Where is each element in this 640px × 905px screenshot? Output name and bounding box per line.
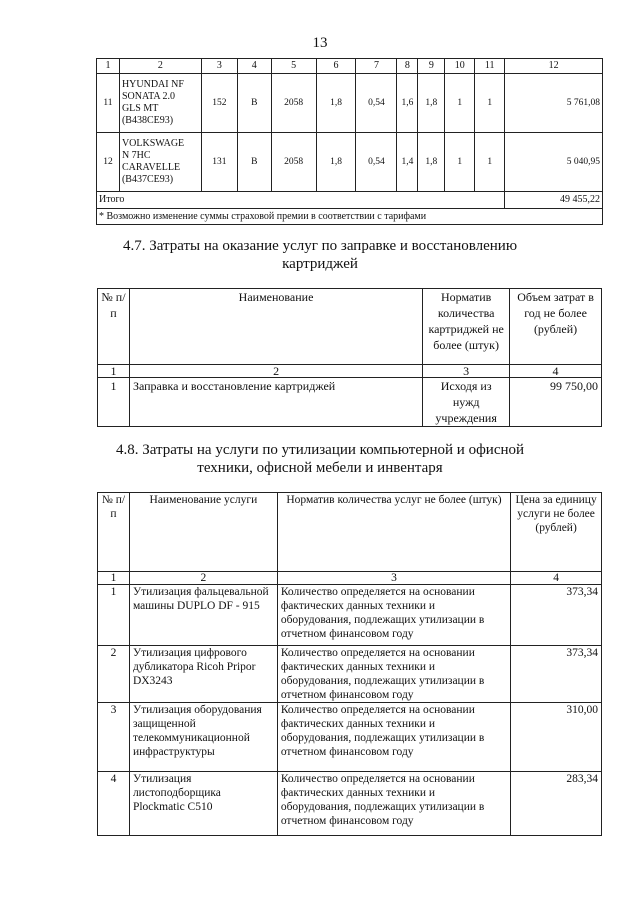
cell: 0,54: [356, 74, 397, 133]
table-header-row: [98, 493, 602, 572]
section-4-7-title-line1: 4.7. Затраты на оказание услуг по заправке и восстановлению: [122, 238, 518, 254]
header-cell: 1: [97, 59, 120, 74]
header-cell: 2: [119, 59, 201, 74]
header-cell: 4: [237, 59, 271, 74]
header-cell: 11: [475, 59, 505, 74]
service-name: Утилизация фальцевальной машины DUPLO DF - 915: [129, 585, 277, 646]
cell: 1,4: [397, 133, 418, 192]
norm-cell: Исходя из нужд учреждения: [423, 378, 510, 427]
amount-cell: 99 750,00: [510, 378, 602, 427]
column-number: 2: [129, 365, 422, 378]
section-4-7-title-line2: картриджей: [282, 256, 358, 272]
disposal-table: [97, 492, 602, 836]
service-name: Утилизация листоподборщика Plockmatic C510: [129, 772, 277, 836]
header-cell: Норматив количества картриджей не более (штук): [423, 289, 510, 365]
norm-cell: Количество определяется на основании фактических данных техники и оборудования, подлежащих утилизации в отчетном финансовом году: [277, 772, 510, 836]
premium-cell: 5 761,08: [505, 74, 603, 133]
vehicle-name: VOLKSWAGE N 7HC CARAVELLE (В437СЕ93): [119, 133, 201, 192]
section-4-8-title-line2: техники, офисной мебели и инвентаря: [197, 460, 443, 476]
header-cell: № п/п: [98, 289, 130, 365]
header-cell: 12: [505, 59, 603, 74]
cell: 1,8: [418, 133, 445, 192]
cell: 131: [201, 133, 237, 192]
header-cell: 7: [356, 59, 397, 74]
row-number: 3: [98, 703, 130, 772]
insurance-table: [96, 58, 603, 225]
column-numbers-row: [98, 365, 602, 378]
column-number: 1: [98, 572, 130, 585]
row-number: 11: [97, 74, 120, 133]
price-cell: 283,34: [511, 772, 602, 836]
table-header-row: [98, 289, 602, 365]
table-row: [98, 378, 602, 427]
service-name: Заправка и восстановление картриджей: [129, 378, 422, 427]
header-cell: Наименование услуги: [129, 493, 277, 572]
cell: 1,8: [418, 74, 445, 133]
header-cell: 10: [445, 59, 475, 74]
cell: В: [237, 74, 271, 133]
total-value: 49 455,22: [505, 192, 603, 209]
cell: 0,54: [356, 133, 397, 192]
cell: 1,8: [316, 74, 356, 133]
header-cell: Объем затрат в год не более (рублей): [510, 289, 602, 365]
header-cell: Цена за единицу услуги не более (рублей): [511, 493, 602, 572]
header-cell: 5: [271, 59, 316, 74]
header-cell: Наименование: [129, 289, 422, 365]
cell: 152: [201, 74, 237, 133]
section-4-8-title-line1: 4.8. Затраты на услуги по утилизации компьютерной и офисной: [115, 442, 525, 458]
row-number: 4: [98, 772, 130, 836]
header-cell: 9: [418, 59, 445, 74]
premium-cell: 5 040,95: [505, 133, 603, 192]
table-row: [98, 772, 602, 836]
column-numbers-row: [98, 572, 602, 585]
column-number: 1: [98, 365, 130, 378]
total-row: [97, 192, 603, 209]
table-row: [98, 703, 602, 772]
row-number: 12: [97, 133, 120, 192]
norm-cell: Количество определяется на основании фактических данных техники и оборудования, подлежащих утилизации в отчетном финансовом году: [277, 585, 510, 646]
table-row: [98, 646, 602, 703]
row-number: 2: [98, 646, 130, 703]
service-name: Утилизация цифрового дубликатора Ricoh Pripor DX3243: [129, 646, 277, 703]
vehicle-name: HYUNDAI NF SONATA 2.0 GLS MT (В438СЕ93): [119, 74, 201, 133]
cartridge-table: [97, 288, 602, 427]
row-number: 1: [98, 585, 130, 646]
header-cell: 6: [316, 59, 356, 74]
price-cell: 373,34: [511, 585, 602, 646]
cell: 1,8: [316, 133, 356, 192]
cell: 2058: [271, 74, 316, 133]
row-number: 1: [98, 378, 130, 427]
header-cell: 3: [201, 59, 237, 74]
price-cell: 373,34: [511, 646, 602, 703]
header-cell: Норматив количества услуг не более (штук): [277, 493, 510, 572]
table-row: [97, 133, 603, 192]
column-number: 3: [423, 365, 510, 378]
page-number: 13: [312, 35, 328, 51]
header-cell: 8: [397, 59, 418, 74]
column-number: 3: [277, 572, 510, 585]
footnote: * Возможно изменение суммы страховой премии в соответствии с тарифами: [97, 209, 603, 225]
norm-cell: Количество определяется на основании фактических данных техники и оборудования, подлежащих утилизации в отчетном финансовом году: [277, 646, 510, 703]
price-cell: 310,00: [511, 703, 602, 772]
note-row: [97, 209, 603, 225]
total-label: Итого: [97, 192, 505, 209]
cell: 1: [445, 74, 475, 133]
cell: 1: [445, 133, 475, 192]
cell: 2058: [271, 133, 316, 192]
column-number: 4: [510, 365, 602, 378]
cell: В: [237, 133, 271, 192]
header-cell: № п/п: [98, 493, 130, 572]
cell: 1,6: [397, 74, 418, 133]
column-number: 2: [129, 572, 277, 585]
table-row: [97, 74, 603, 133]
table-row: [98, 585, 602, 646]
norm-cell: Количество определяется на основании фактических данных техники и оборудования, подлежащих утилизации в отчетном финансовом году: [277, 703, 510, 772]
column-number: 4: [511, 572, 602, 585]
cell: 1: [475, 74, 505, 133]
cell: 1: [475, 133, 505, 192]
service-name: Утилизация оборудования защищенной телекоммуникационной инфраструктуры: [129, 703, 277, 772]
table-header-row: [97, 59, 603, 74]
